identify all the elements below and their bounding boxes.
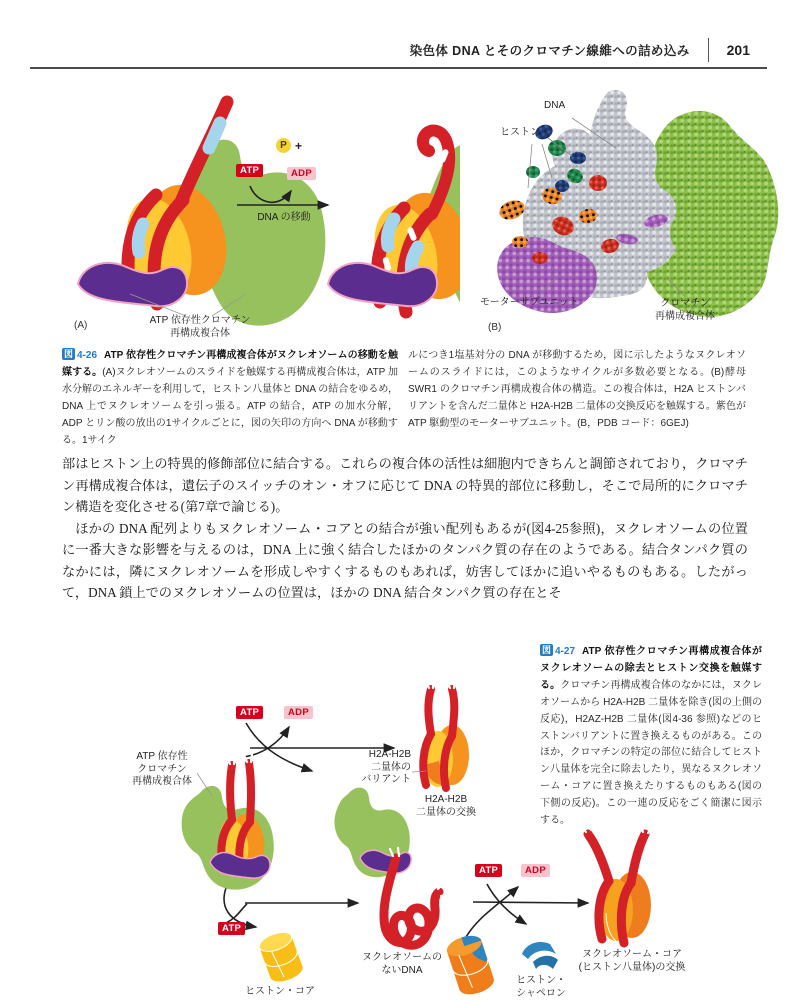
atp-badge-top: ATP	[236, 706, 263, 719]
motor-subunit	[78, 263, 187, 306]
fig26-caption-text2: ルにつき1塩基対分の DNA が移動するため，図に示したようなヌクレオソームのスライドには，このようなサイクルが多数必要となる。(B)酵母 SWR1 のクロマチン再構成複合体の構造。この複合体は，H2A ヒストンバリアントを含んだ二量体と H2A-H2B 二量体の交換反応を触媒する。紫色が ATP 駆動型のモーターサブユニット。(B，PDB コード：6GEJ)	[408, 350, 746, 429]
dna-label: DNA	[544, 100, 566, 111]
remodeling-complex-after	[328, 131, 460, 330]
fig27-title: ATP 依存性クロマチン再構成複合体がヌクレオソームの除去とヒストン交換を触媒する。	[540, 646, 762, 691]
phosphate-badge: P	[276, 138, 291, 153]
plus-sign: +	[295, 139, 303, 153]
histone-core-label: ヒストン・コア	[245, 986, 315, 997]
adp-badge-right: ADP	[521, 864, 550, 877]
fig26-title: ATP 依存性クロマチン再構成複合体がヌクレオソームの移動を触媒する。	[62, 350, 398, 378]
figure-4-27-diagram	[60, 655, 763, 1000]
figure-4-26-panel-b	[460, 88, 790, 345]
atp-badge-right: ATP	[475, 864, 502, 877]
panel-b-tag: (B)	[488, 322, 502, 333]
variant-label: H2A-H2B 二量体の バリアント	[361, 749, 411, 785]
naked-dna-loops	[384, 848, 448, 945]
panel-a-tag: (A)	[74, 320, 88, 331]
histone-core-cylinder	[257, 929, 305, 986]
chaperone-label: ヒストン・ シャペロン	[516, 975, 566, 999]
exchanged-nucleosome	[581, 823, 652, 943]
complex-label: ATP 依存性 クロマチン 再構成複合体	[132, 751, 192, 787]
fig26-tag-icon: 図	[64, 349, 74, 359]
histone-label: ヒストン	[500, 127, 540, 138]
fig26-caption-col1	[62, 347, 398, 449]
page-header	[410, 38, 750, 62]
fig27-tag-icon: 図	[542, 645, 552, 655]
fig27-caption-text: クロマチン再構成複合体のなかには，ヌクレオソームから H2A-H2B 二量体を除き(図の上側の反応)，H2AZ-H2B 二量体(図4-36 参照)などのヒストンバリアントに置き換えるものがある。このほか，クロマチンの特定の部位に結合してヒストン八量体を完全に除去したり，異なるヌクレオソーム・コアに置き換えたりするものもある(図の下側の反応)。この一連の反応をごく簡潔に図示する。	[540, 679, 763, 827]
remodeler-label: クロマチン 再構成複合体	[655, 298, 715, 322]
dimer-exchange-label: H2A-H2B 二量体の交換	[416, 794, 476, 818]
header-divider	[708, 38, 709, 62]
histone-chaperone	[522, 942, 558, 969]
atp-badge: ATP	[236, 164, 263, 177]
fig26-caption-col2	[408, 347, 746, 432]
motor-label: モーターサブユニット	[480, 297, 579, 308]
body-paragraph-2: ほかの DNA 配列よりもヌクレオソーム・コアとの結合が強い配列もあるが(図4-25参照)，ヌクレオソームの位置に一番大きな影響を与えるのは，DNA 上に強く結合したほかのタンパク質の存在のようである。結合タンパク質のなかには，隣にヌクレオソームを形成しやすくするものもあれば，妨害してほかに追いやるものもある。したがって，DNA 鎖上でのヌクレオソームの位置は，ほかの DNA 結合タンパク質の存在とそ	[62, 520, 748, 600]
core-exchange-label: ヌクレオソーム・コア (ヒストン八量体)の交換	[578, 949, 686, 973]
running-title: 染色体 DNA とそのクロマチン線維への詰め込み	[409, 44, 690, 58]
header-rule	[30, 67, 767, 69]
fig26-caption-text1: (A)ヌクレオソームのスライドを触媒する再構成複合体は，ATP 加水分解のエネルギーを利用して，ヒストン八量体と DNA の結合をゆるめ，DNA 上でヌクレオソームを引っ張る。ATP の結合，ATP の加水分解，ADP とリン酸の放出の1サイクルごとに，図の矢印の方向へ DNA が移動する。1サイク	[62, 367, 398, 446]
page-number: 201	[726, 42, 750, 58]
body-paragraph-1: 部はヒストン上の特異的修飾部位に結合する。これらの複合体の活性は細胞内できちんと調節されており，クロマチン再構成複合体は，遺伝子のスイッチのオン・オフに応じて DNA の特異的部位に移動し，そこで局所的にクロマチン構造を変化させる(第7章で論じる)。	[62, 456, 748, 514]
naked-dna-label: ヌクレオソームの ないDNA	[362, 952, 442, 976]
variant-nucleosome	[412, 680, 469, 788]
adp-badge: ADP	[287, 167, 316, 180]
body-text	[62, 453, 748, 604]
alternative-core-cylinder	[444, 932, 496, 998]
remodeling-complex-empty	[334, 788, 411, 878]
fig27-tag-num: 4-27	[555, 646, 576, 657]
complex-label: ATP 依存性クロマチン 再構成複合体	[149, 315, 251, 339]
dna-move-label: DNA の移動	[257, 212, 311, 223]
atp-badge-bottom: ATP	[218, 922, 245, 935]
figure-4-26-panel-a	[60, 88, 460, 345]
fig26-tag-num: 4-26	[77, 350, 98, 361]
adp-badge-top: ADP	[284, 706, 313, 719]
